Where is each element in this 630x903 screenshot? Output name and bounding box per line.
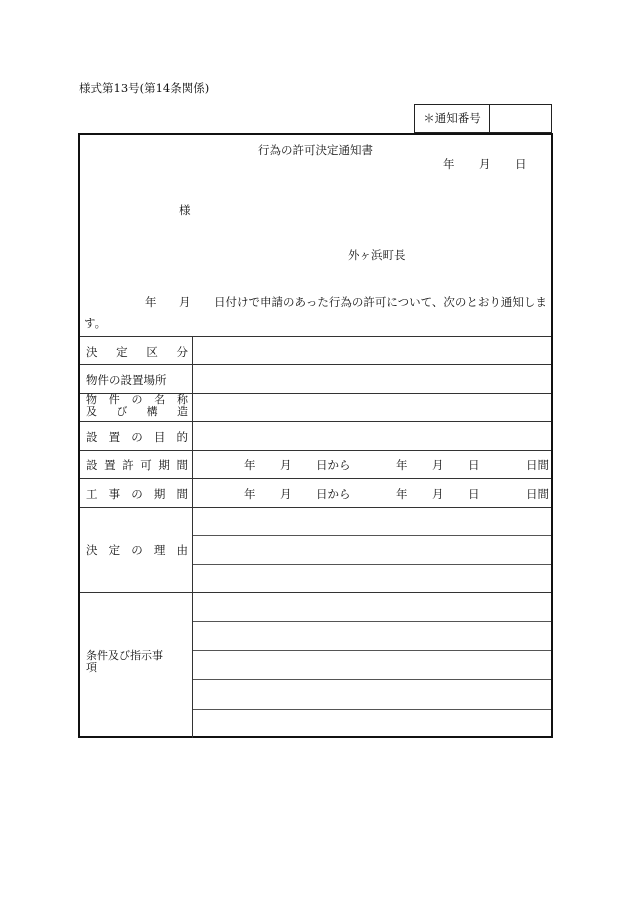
label-location: 物件の設置場所 — [86, 373, 167, 387]
row-divider — [80, 421, 551, 422]
permit-to-year: 年 — [396, 458, 408, 472]
work-days: 日間 — [526, 487, 549, 501]
row-divider — [80, 507, 551, 508]
row-divider — [80, 336, 551, 337]
row-divider — [80, 478, 551, 479]
date-year: 年 — [443, 157, 455, 171]
label-work-period: 工 事 の 期 間 — [86, 487, 188, 501]
label-conditions-line1: 条件及び指示事 — [86, 649, 163, 662]
row-divider — [80, 592, 551, 593]
subrow-divider — [192, 709, 551, 710]
work-from-day: 日から — [316, 487, 351, 501]
body-text-line2: す。 — [84, 316, 107, 330]
label-conditions-line2: 項 — [86, 661, 97, 674]
permit-from-year: 年 — [244, 458, 256, 472]
body-text-line1: 日付けで申請のあった行為の許可について、次のとおり通知しま — [214, 295, 547, 309]
notice-number-box — [414, 104, 552, 133]
form-label: 様式第13号(第14条関係) — [79, 81, 210, 95]
addressee-suffix: 様 — [179, 203, 191, 217]
label-purpose: 設 置 の 目 的 — [86, 430, 188, 444]
document-title: 行為の許可決定通知書 — [258, 143, 373, 157]
permit-days: 日間 — [526, 458, 549, 472]
subrow-divider — [192, 564, 551, 565]
subrow-divider — [192, 650, 551, 651]
date-day: 日 — [515, 157, 527, 171]
issuer-name: 外ヶ浜町長 — [348, 248, 406, 262]
subrow-divider — [192, 679, 551, 680]
work-from-year: 年 — [244, 487, 256, 501]
permit-from-month: 月 — [280, 458, 292, 472]
label-name-line1: 物 件 の 名 称 — [86, 393, 188, 406]
permit-to-month: 月 — [432, 458, 444, 472]
row-divider — [80, 450, 551, 451]
column-divider — [192, 336, 193, 738]
work-to-month: 月 — [432, 487, 444, 501]
notice-form-table — [78, 133, 553, 738]
subrow-divider — [192, 535, 551, 536]
row-divider — [80, 364, 551, 365]
label-name-line2: 及 び 構 造 — [86, 405, 188, 418]
permit-from-day: 日から — [316, 458, 351, 472]
label-permit-period: 設 置 許 可 期 間 — [86, 458, 188, 472]
label-decision-type: 決 定 区 分 — [86, 345, 188, 359]
date-month: 月 — [479, 157, 491, 171]
permit-to-day: 日 — [468, 458, 480, 472]
notice-number-label: ＊通知番号 — [415, 105, 490, 132]
work-from-month: 月 — [280, 487, 292, 501]
label-reason: 決 定 の 理 由 — [86, 543, 188, 557]
work-to-day: 日 — [468, 487, 480, 501]
subrow-divider — [192, 621, 551, 622]
body-year: 年 — [145, 295, 157, 309]
notice-number-field[interactable] — [490, 105, 551, 132]
label-name-structure — [86, 394, 188, 418]
work-to-year: 年 — [396, 487, 408, 501]
label-conditions — [86, 650, 188, 674]
body-month: 月 — [179, 295, 191, 309]
